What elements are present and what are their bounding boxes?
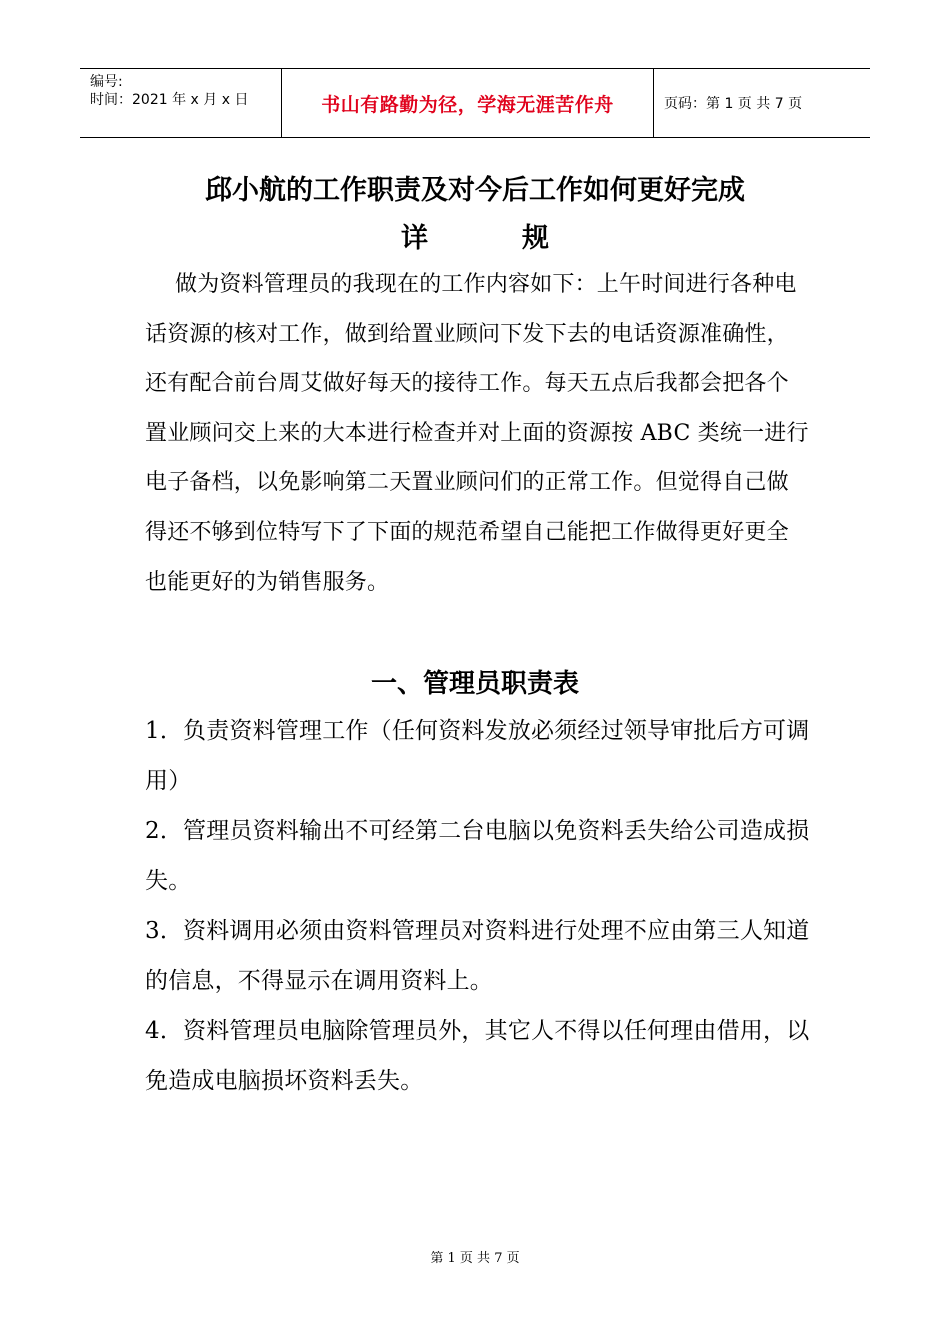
header-motto: 书山有路勤为径，学海无涯苦作舟 <box>282 69 654 137</box>
page-footer: 第 1 页 共 7 页 <box>430 1251 520 1266</box>
duty-item: 1．负责资料管理工作（任何资料发放必须经过领导审批后方可调用） <box>145 718 810 794</box>
duty-item: 3．资料调用必须由资料管理员对资料进行处理不应由第三人知道的信息，不得显示在调用资料上。 <box>145 918 810 994</box>
duty-list <box>145 706 810 1106</box>
intro-paragraph: 做为资料管理员的我现在的工作内容如下：上午时间进行各种电话资源的核对工作，做到给置业顾问下发下去的电话资源准确性，还有配合前台周艾做好每天的接待工作。每天五点后我都会把各个置业顾问交上来的大本进行检查并对上面的资源按 ABC 类统一进行电子备档，以免影响第二天置业顾问们的正常工作。但觉得自己做得还不够到位特写下了下面的规范希望自己能把工作做得更好更全也能更好的为销售服务。 <box>145 272 809 595</box>
document-header <box>80 68 870 138</box>
duty-item: 2．管理员资料输出不可经第二台电脑以免资料丢失给公司造成损失。 <box>145 818 810 894</box>
header-meta-cell <box>80 69 282 137</box>
duty-item: 4．资料管理员电脑除管理员外，其它人不得以任何理由借用，以免造成电脑损坏资料丢失。 <box>145 1018 810 1094</box>
number-label: 编号: <box>90 74 123 90</box>
date-label: 时间：2021 年 x 月 x 日 <box>90 92 249 108</box>
document-subtitle <box>0 216 950 255</box>
document-title: 邱小航的工作职责及对今后工作如何更好完成 <box>205 175 745 206</box>
section-heading: 一、管理员职责表 <box>370 669 579 699</box>
subtitle-char-2: 规 <box>522 223 549 254</box>
subtitle-char-1: 详 <box>401 223 428 254</box>
header-page-info: 页码：第 1 页 共 7 页 <box>664 96 803 112</box>
